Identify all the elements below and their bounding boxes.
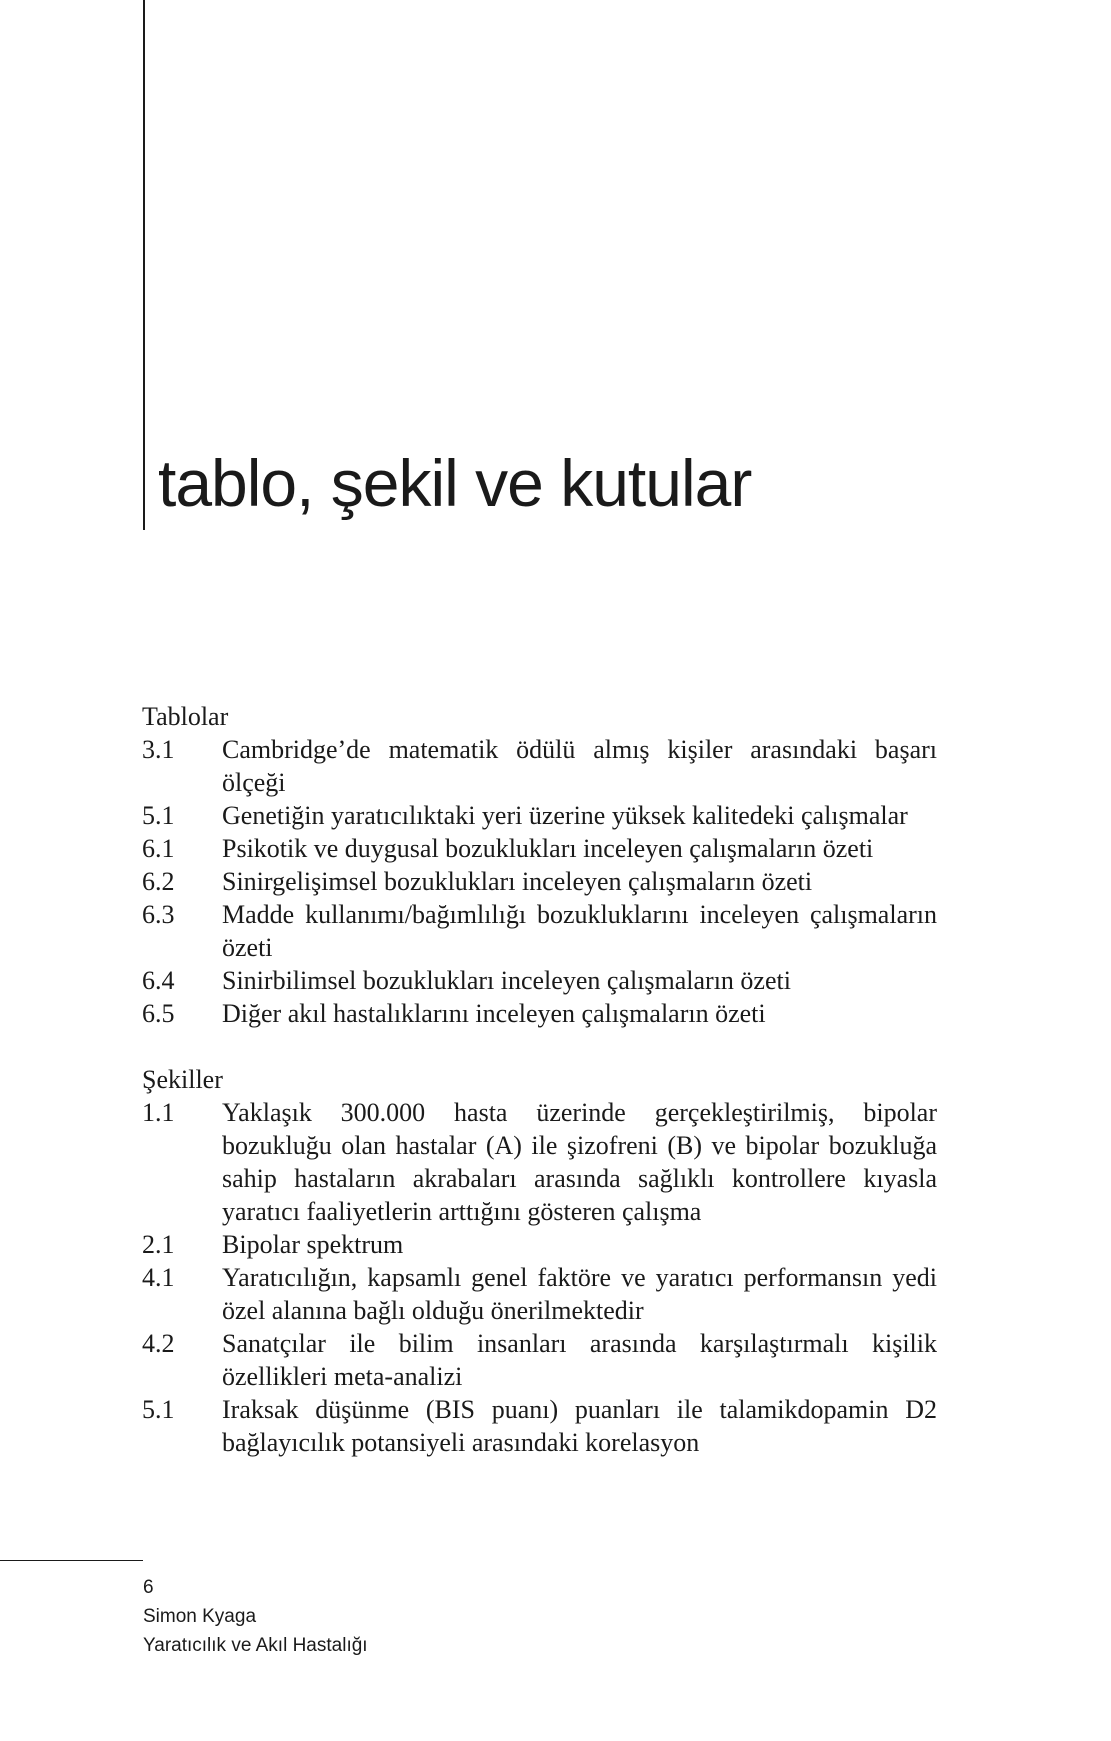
entry-text: Diğer akıl hastalıklarını inceleyen çalışmaların özeti: [222, 999, 766, 1028]
entry-number: 6.3: [142, 900, 175, 929]
page-title: tablo, şekil ve kutular: [158, 446, 752, 520]
entry-number: 5.1: [142, 801, 175, 830]
entry-text: Sinirbilimsel bozuklukları inceleyen çalışmaların özeti: [222, 966, 791, 995]
entry-text: Bipolar spektrum: [222, 1230, 404, 1259]
footer-book-title: Yaratıcılık ve Akıl Hastalığı: [143, 1635, 368, 1656]
list-item: [142, 1096, 937, 1228]
section-heading-tables: Tablolar: [142, 702, 229, 731]
title-vertical-rule: [143, 0, 145, 530]
entry-number: 6.1: [142, 834, 175, 863]
entry-text: Yaklaşık 300.000 hasta üzerinde gerçekleştirilmiş, bipolar bozukluğu olan hastalar (A) ile şizofreni (B) ve bipolar bozukluğa sahip hastaların akrabaları arasında sağlıklı kontrollere kıyasla yaratıcı faaliyetlerin arttığını gösteren çalışma: [222, 1098, 937, 1226]
entry-number: 4.1: [142, 1263, 175, 1292]
entry-text: Psikotik ve duygusal bozuklukları inceleyen çalışmaların özeti: [222, 834, 874, 863]
entry-text: Yaratıcılığın, kapsamlı genel faktöre ve yaratıcı performansın yedi özel alanına bağlı olduğu önerilmektedir: [222, 1263, 937, 1325]
entry-text: Cambridge’de matematik ödülü almış kişiler arasındaki başarı ölçeği: [222, 735, 937, 797]
entry-number: 1.1: [142, 1098, 175, 1127]
list-item: [142, 865, 937, 898]
list-item: [142, 733, 937, 799]
list-item: [142, 997, 937, 1030]
list-item: [142, 1228, 937, 1261]
list-item: [142, 964, 937, 997]
entry-text: Madde kullanımı/bağımlılığı bozukluklarını inceleyen çalışmaların özeti: [222, 900, 937, 962]
entry-number: 6.2: [142, 867, 175, 896]
footer-rule: [0, 1560, 143, 1561]
figures-section: [142, 1063, 937, 1459]
entry-text: Genetiğin yaratıcılıktaki yeri üzerine yüksek kalitedeki çalışmalar: [222, 801, 908, 830]
entry-number: 3.1: [142, 735, 175, 764]
section-heading-figures: Şekiller: [142, 1065, 223, 1094]
list-item: [142, 1261, 937, 1327]
entry-number: 6.5: [142, 999, 175, 1028]
entry-number: 4.2: [142, 1329, 175, 1358]
list-item: [142, 832, 937, 865]
list-item: [142, 799, 937, 832]
page-footer: [143, 1573, 368, 1660]
entry-number: 2.1: [142, 1230, 175, 1259]
entry-text: Sinirgelişimsel bozuklukları inceleyen çalışmaların özeti: [222, 867, 813, 896]
footer-author: Simon Kyaga: [143, 1606, 257, 1627]
page-number: 6: [143, 1577, 154, 1598]
entry-number: 6.4: [142, 966, 175, 995]
list-item: [142, 898, 937, 964]
list-item: [142, 1393, 937, 1459]
contents-list: [142, 700, 937, 1492]
list-item: [142, 1327, 937, 1393]
entry-number: 5.1: [142, 1395, 175, 1424]
entry-text: Sanatçılar ile bilim insanları arasında karşılaştırmalı kişilik özellikleri meta-analizi: [222, 1329, 937, 1391]
entry-text: Iraksak düşünme (BIS puanı) puanları ile talamikdopamin D2 bağlayıcılık potansiyeli arasındaki korelasyon: [222, 1395, 937, 1457]
tables-section: [142, 700, 937, 1030]
